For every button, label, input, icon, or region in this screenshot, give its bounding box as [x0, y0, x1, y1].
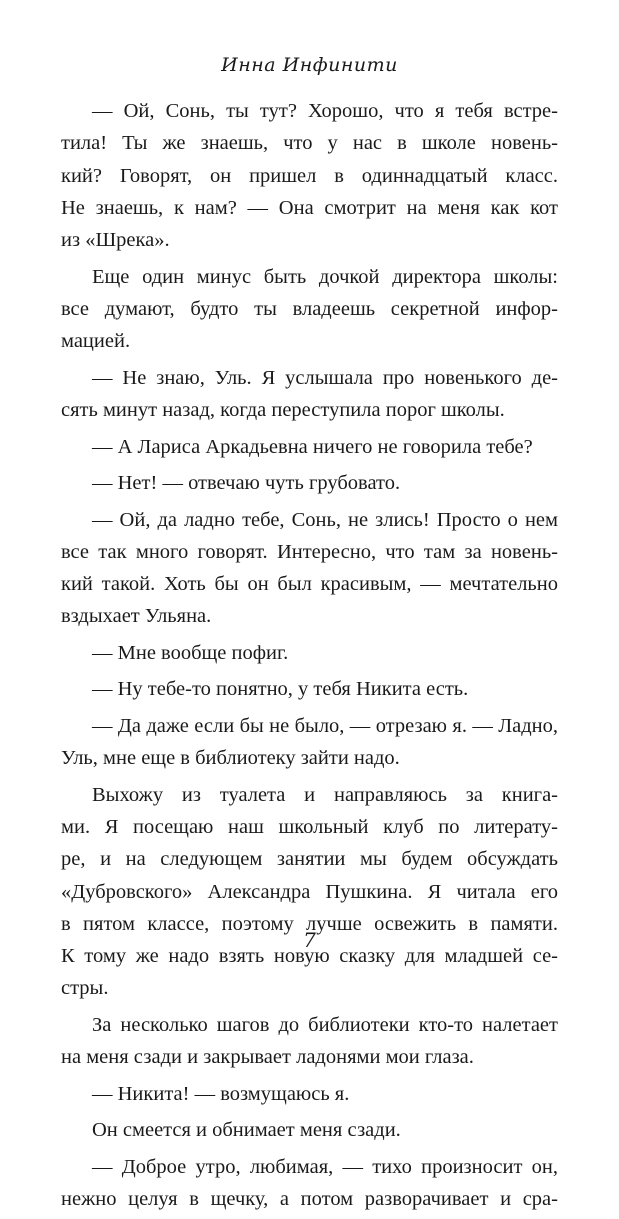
text-line: К тому же надо взять новую сказку для младшей се- — [61, 945, 558, 968]
paragraph — [61, 1114, 558, 1146]
running-head-author: Инна Инфинити — [221, 54, 398, 76]
text-line: мацией. — [61, 330, 131, 353]
paragraph — [61, 673, 558, 705]
text-line: — Не знаю, Уль. Я услышала про новенького де- — [92, 366, 558, 389]
text-line: все думают, будто ты владеешь секретной инфор- — [61, 297, 558, 320]
text-line: кий такой. Хоть бы он был красивым, — мечтательно — [61, 573, 558, 596]
text-line: «Дубровского» Александра Пушкина. Я читала его — [61, 880, 558, 903]
text-line: кий? Говорят, он пришел в одиннадцатый класс. — [61, 164, 558, 187]
text-line: — Ой, Сонь, ты тут? Хорошо, что я тебя встре- — [92, 100, 558, 122]
text-line: ре, и на следующем занятии мы будем обсуждать — [61, 848, 558, 871]
page-number: 7 — [303, 928, 316, 952]
text-line: — Доброе утро, любимая, — тихо произносит он, — [92, 1155, 558, 1178]
paragraph — [61, 261, 558, 358]
text-line: Еще один минус быть дочкой директора школы: — [92, 265, 558, 288]
text-line: Уль, мне еще в библиотеку зайти надо. — [61, 747, 400, 770]
text-line: — А Лариса Аркадьевна ничего не говорила тебе? — [92, 435, 533, 458]
paragraph — [61, 362, 558, 427]
body-text — [61, 95, 558, 1219]
paragraph — [61, 779, 558, 1005]
text-line: ми. Я посещаю наш школьный клуб по литерату- — [61, 815, 558, 838]
paragraph — [61, 637, 558, 669]
paragraph — [61, 1009, 558, 1074]
text-line: вздыхает Ульяна. — [61, 605, 212, 628]
text-line: все так много говорят. Интересно, что там за новень- — [61, 540, 558, 563]
text-line: тила! Ты же знаешь, что у нас в школе новень- — [61, 132, 558, 155]
paragraph — [61, 1151, 558, 1216]
text-line: За несколько шагов до библиотеки кто-то налетает — [92, 1013, 558, 1036]
text-line: Не знаешь, к нам? — Она смотрит на меня как кот — [61, 196, 558, 219]
paragraph — [61, 504, 558, 633]
paragraph — [61, 710, 558, 775]
text-line: нежно целуя в щечку, а потом разворачивает и сра- — [61, 1187, 558, 1210]
text-line: в пятом классе, поэтому лучше освежить в памяти. — [61, 912, 558, 935]
text-line: — Ой, да ладно тебе, Сонь, не злись! Просто о нем — [92, 508, 558, 531]
text-line: — Нет! — отвечаю чуть грубовато. — [92, 472, 401, 495]
paragraph — [61, 1078, 558, 1110]
paragraph — [61, 95, 558, 256]
text-line: из «Шрека». — [61, 229, 170, 252]
text-line: — Ну тебе-то понятно, у тебя Никита есть. — [92, 678, 469, 701]
paragraph — [61, 431, 558, 463]
text-line: на меня сзади и закрывает ладонями мои глаза. — [61, 1046, 474, 1069]
text-line: сять минут назад, когда переступила порог школы. — [61, 399, 505, 422]
text-line: стры. — [61, 977, 109, 1000]
text-line: Он смеется и обнимает меня сзади. — [92, 1119, 401, 1142]
paragraph — [61, 467, 558, 499]
text-line: Выхожу из туалета и направляюсь за книга- — [92, 783, 558, 806]
text-line: — Да даже если бы не было, — отрезаю я. — Ладно, — [92, 714, 558, 737]
text-line: — Никита! — возмущаюсь я. — [92, 1082, 350, 1105]
text-line: — Мне вообще пофиг. — [92, 641, 289, 664]
